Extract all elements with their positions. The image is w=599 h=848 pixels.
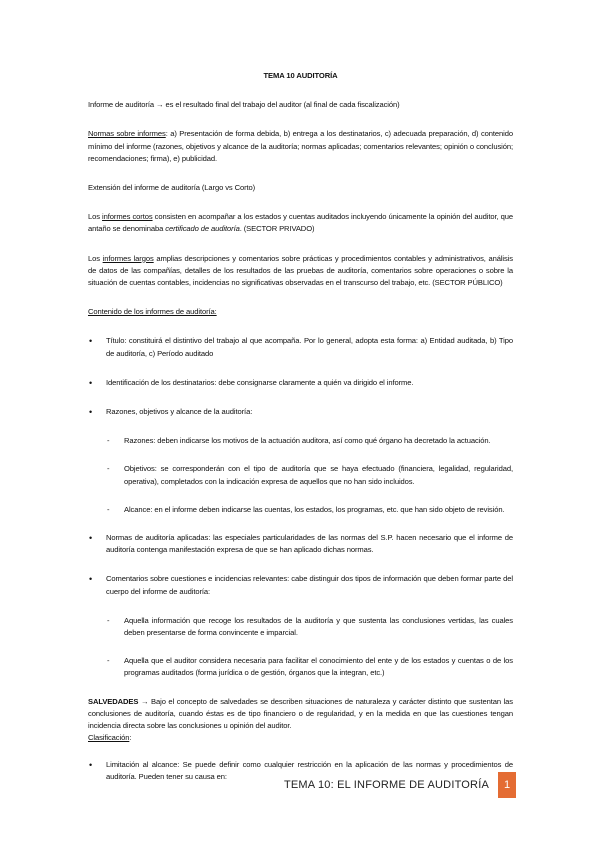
- clasificacion-label: Clasificación: [88, 733, 130, 743]
- arrow-icon: →: [155, 100, 164, 110]
- informes-largos-paragraph: [88, 253, 513, 290]
- list-item: • Normas de auditoría aplicadas: las especiales particularidades de las normas del S.P. hacen necesario que el informe de auditoría contenga manifestación expresa de que se han aplicado dichas normas.: [88, 532, 513, 556]
- normas-paragraph: [88, 128, 513, 165]
- term-informe: Informe de auditoría: [88, 100, 154, 110]
- text-fragment: Los: [88, 212, 103, 222]
- informes-cortos-paragraph: [88, 211, 513, 235]
- italic-term: certificado de auditoría: [165, 224, 240, 234]
- page-footer: [280, 772, 516, 798]
- sub-list-item: - Alcance: en el informe deben indicarse las cuentas, los estados, los programas, etc. que han sido objeto de revisión.: [106, 504, 513, 516]
- sub-list-item: - Razones: deben indicarse los motivos de la actuación auditora, así como qué órgano ha decretado la actuación.: [106, 435, 513, 447]
- arrow-icon: →: [138, 696, 152, 706]
- sub-list-item: - Objetivos: se corresponderán con el tipo de auditoría que se haya efectuado (financiera, legalidad, regularidad, operativa), completados con la indicación expresa de aquellos que no han sido incluidos.: [106, 463, 513, 487]
- page-title: TEMA 10 AUDITORÍA: [263, 71, 338, 80]
- contenido-heading: Contenido de los informes de auditoría:: [88, 307, 217, 317]
- document-body: [88, 70, 513, 783]
- salvedades-text: Bajo el concepto de salvedades se describen situaciones de naturaleza y carácter distinto que sustentan las conclusiones de auditoría, cuando éstas es de tipo financiero o de regularidad, y en la medida en que las cuestiones tengan incidencia directa sobre las conclusiones u opinión del auditor.: [88, 696, 513, 731]
- definition-paragraph: [88, 99, 513, 111]
- text-fragment: amplias descripciones y comentarios sobre prácticas y procedimientos contables y administrativos, análisis de datos de las compañías, detalles de los resultados de las pruebas de auditoría, comentarios sobre operaciones o sobre la situación de cuentas contables, incidencias no significativas observadas en el transcurso del trabajo, etc. (SECTOR PÚBLICO): [88, 253, 513, 288]
- salvedades-paragraph: [88, 696, 513, 745]
- sub-list-item: - Aquella información que recoge los resultados de la auditoría y que sustenta las conclusiones vertidas, las cuales deben presentarse de forma convincente e imparcial.: [106, 615, 513, 639]
- term-informes-cortos: informes cortos: [102, 212, 153, 222]
- list-item: • Título: constituirá el distintivo del trabajo al que acompaña. Por lo general, adopta esta forma: a) Entidad auditada, b) Tipo de auditoría, c) Período auditado: [88, 335, 513, 359]
- footer-title: TEMA 10: EL INFORME DE AUDITORÍA: [283, 779, 489, 791]
- term-salvedades: SALVEDADES: [88, 696, 139, 706]
- sub-list-item: - Aquella que el auditor considera necesaria para facilitar el conocimiento del ente y de los estados y cuentas o de los programas auditados (forma jurídica o de gestión, órganos que la integran, etc.): [106, 655, 513, 679]
- normas-text: : a) Presentación de forma debida, b) entrega a los destinatarios, c) adecuada preparación, d) contenido mínimo del informe (razones, objetivos y alcance de la auditoría; normas aplicadas; comentarios relevantes; opinión o conclusión; recomendaciones; firma), e) publicidad.: [88, 129, 513, 163]
- definition-text: es el resultado final del trabajo del auditor (al final de cada fiscalización): [163, 100, 400, 110]
- text-fragment: Los: [88, 253, 103, 263]
- extension-heading: Extensión del informe de auditoría (Largo vs Corto): [88, 183, 256, 193]
- text-fragment: . (SECTOR PRIVADO): [239, 224, 315, 234]
- term-normas: Normas sobre informes: [88, 129, 166, 139]
- page-number: 1: [498, 772, 516, 798]
- term-informes-largos: informes largos: [102, 253, 154, 263]
- list-item: • Identificación de los destinatarios: debe consignarse claramente a quién va dirigido el informe.: [88, 377, 513, 389]
- list-item: • Comentarios sobre cuestiones e incidencias relevantes: cabe distinguir dos tipos de información que deben formar parte del cuerpo del informe de auditoría:: [88, 573, 513, 597]
- text-fragment: consisten en acompañar a los estados y cuentas auditados incluyendo únicamente la opinión del auditor, que antaño se denominaba: [88, 212, 513, 234]
- list-item: • Razones, objetivos y alcance de la auditoría:: [88, 406, 513, 418]
- text-fragment: :: [129, 733, 132, 743]
- list-item: • Limitación al alcance: Se puede definir como cualquier restricción en la aplicación de las normas y procedimientos de auditoría. Pueden tener su causa en:: [88, 759, 513, 783]
